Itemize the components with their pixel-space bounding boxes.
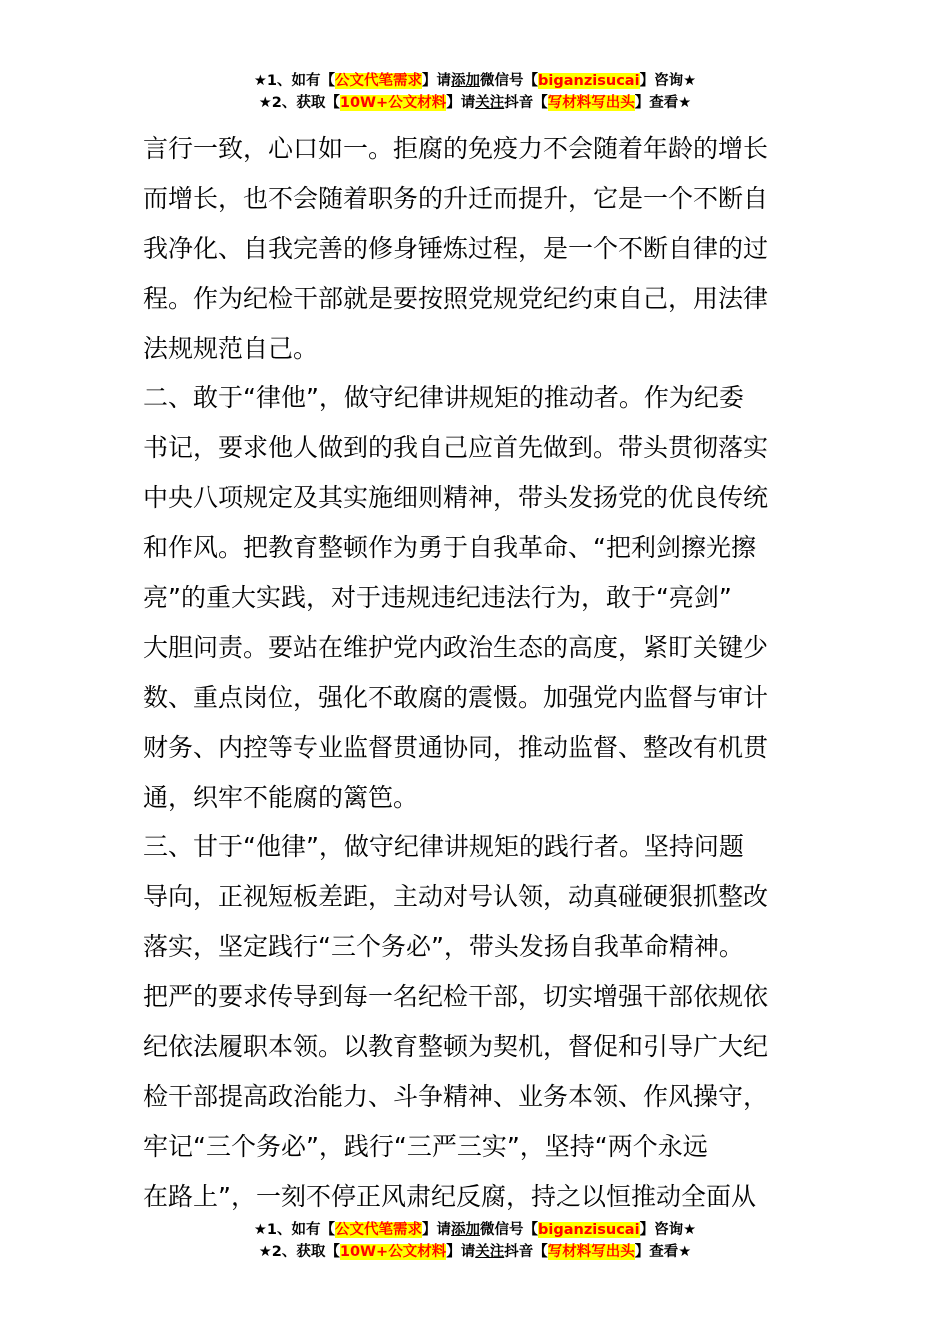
underlined-follow: 关注 bbox=[475, 95, 505, 111]
footer-banner-line-2 bbox=[0, 1241, 950, 1263]
banner-text: 抖音【 bbox=[504, 1244, 548, 1260]
star-icon: ★ bbox=[258, 1244, 272, 1260]
star-icon: ★ bbox=[683, 1222, 697, 1238]
header-banner-line-2 bbox=[0, 92, 950, 114]
highlight-wechat-id: biganzisucai bbox=[538, 73, 640, 89]
underlined-follow: 关注 bbox=[475, 1244, 505, 1260]
banner-text: 】咨询 bbox=[639, 1222, 684, 1238]
underlined-add: 添加 bbox=[451, 1222, 481, 1238]
highlight-douyin-account: 写材料写出头 bbox=[547, 95, 635, 111]
banner-text: 微信号【 bbox=[480, 73, 539, 89]
highlight-materials: 10W+公文材料 bbox=[339, 95, 447, 111]
header-banner-line-1 bbox=[0, 70, 950, 92]
body-line: 把严的要求传导到每一名纪检干部，切实增强干部依规依 bbox=[143, 982, 769, 1012]
banner-text: 】请 bbox=[446, 95, 476, 111]
highlight-materials: 10W+公文材料 bbox=[339, 1244, 447, 1260]
banner-text: 】查看 bbox=[634, 95, 679, 111]
banner-text: 2、获取【 bbox=[271, 1244, 340, 1260]
body-line: 纪依法履职本领。以教育整顿为契机，督促和引导广大纪 bbox=[143, 1032, 769, 1062]
banner-text: 】请 bbox=[422, 73, 452, 89]
body-line: 在路上”，一刻不停正风肃纪反腐，持之以恒推动全面从 bbox=[143, 1181, 756, 1211]
star-icon: ★ bbox=[678, 95, 692, 111]
star-icon: ★ bbox=[258, 95, 272, 111]
footer-banner bbox=[0, 1219, 950, 1263]
star-icon: ★ bbox=[683, 73, 697, 89]
body-line: 数、重点岗位，强化不敢腐的震慑。加强党内监督与审计 bbox=[143, 682, 769, 712]
section-heading-line: 二、敢于“律他”，做守纪律讲规矩的推动者。作为纪委 bbox=[143, 383, 744, 413]
highlight-ghostwriting-request: 公文代笔需求 bbox=[335, 73, 423, 89]
banner-text: 】咨询 bbox=[639, 73, 684, 89]
banner-text: 1、如有【 bbox=[266, 73, 336, 89]
footer-banner-line-1 bbox=[0, 1219, 950, 1241]
body-line: 书记，要求他人做到的我自己应首先做到。带头贯彻落实 bbox=[143, 433, 769, 463]
header-banner bbox=[0, 70, 950, 114]
banner-text: 】请 bbox=[422, 1222, 452, 1238]
banner-text: 】查看 bbox=[634, 1244, 679, 1260]
highlight-ghostwriting-request: 公文代笔需求 bbox=[335, 1222, 423, 1238]
body-line: 程。作为纪检干部就是要按照党规党纪约束自己，用法律 bbox=[143, 283, 769, 313]
banner-text: 抖音【 bbox=[504, 95, 548, 111]
document-body bbox=[143, 124, 811, 1222]
body-line: 通，织牢不能腐的篱笆。 bbox=[143, 782, 419, 812]
body-line: 言行一致，心口如一。拒腐的免疫力不会随着年龄的增长 bbox=[143, 134, 769, 163]
body-line: 我净化、自我完善的修身锤炼过程，是一个不断自律的过 bbox=[143, 233, 769, 263]
body-line: 亮”的重大实践，对于违规违纪违法行为，敢于“亮剑” bbox=[143, 583, 732, 613]
banner-text: 2、获取【 bbox=[271, 95, 340, 111]
section-heading-line: 三、甘于“他律”，做守纪律讲规矩的践行者。坚持问题 bbox=[143, 832, 744, 862]
star-icon: ★ bbox=[253, 1222, 267, 1238]
body-line: 牢记“三个务必”，践行“三严三实”，坚持“两个永远 bbox=[143, 1131, 708, 1161]
star-icon: ★ bbox=[253, 73, 267, 89]
body-line: 大胆问责。要站在维护党内政治生态的高度，紧盯关键少 bbox=[143, 632, 769, 662]
highlight-wechat-id: biganzisucai bbox=[538, 1222, 640, 1238]
body-line: 落实，坚定践行“三个务必”，带头发扬自我革命精神。 bbox=[143, 932, 744, 962]
body-line: 中央八项规定及其实施细则精神，带头发扬党的优良传统 bbox=[143, 483, 769, 513]
body-line: 而增长，也不会随着职务的升迁而提升，它是一个不断自 bbox=[143, 183, 769, 213]
banner-text: 微信号【 bbox=[480, 1222, 539, 1238]
body-line: 法规规范自己。 bbox=[143, 333, 319, 363]
underlined-add: 添加 bbox=[451, 73, 481, 89]
body-line: 和作风。把教育整顿作为勇于自我革命、“把利剑擦光擦 bbox=[143, 533, 756, 563]
body-line: 导向，正视短板差距，主动对号认领，动真碰硬狠抓整改 bbox=[143, 882, 769, 912]
body-line: 检干部提高政治能力、斗争精神、业务本领、作风操守， bbox=[143, 1081, 769, 1111]
star-icon: ★ bbox=[678, 1244, 692, 1260]
body-line: 财务、内控等专业监督贯通协同，推动监督、整改有机贯 bbox=[143, 732, 769, 762]
highlight-douyin-account: 写材料写出头 bbox=[547, 1244, 635, 1260]
banner-text: 】请 bbox=[446, 1244, 476, 1260]
banner-text: 1、如有【 bbox=[266, 1222, 336, 1238]
